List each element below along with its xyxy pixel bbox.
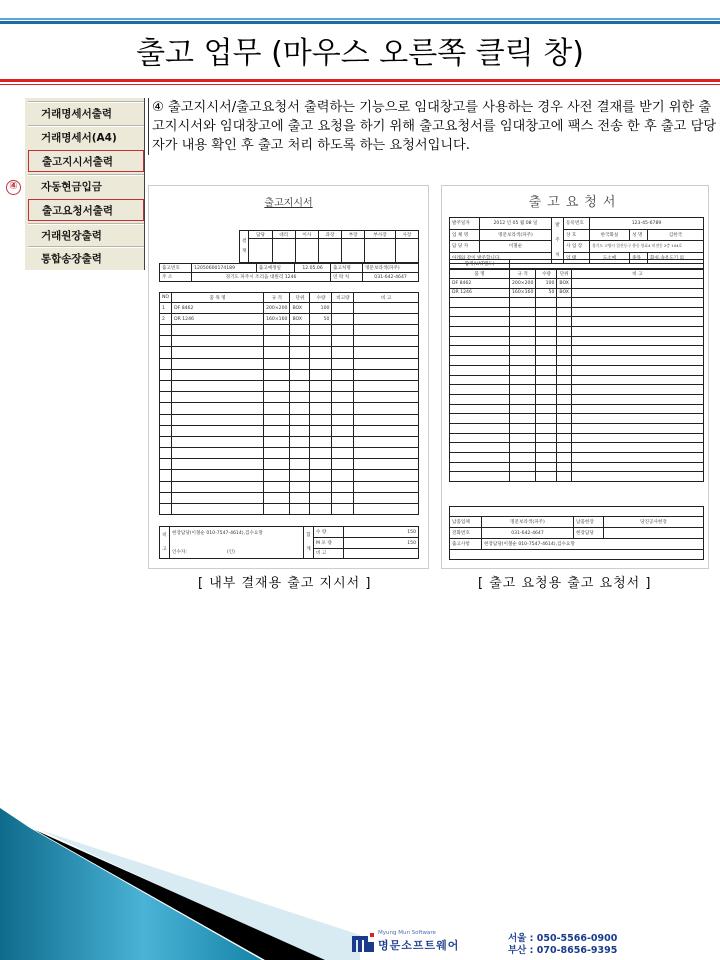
empty-row	[160, 380, 419, 391]
bottom-rule	[0, 79, 720, 82]
total-value: 150	[344, 527, 419, 538]
cell: 2	[160, 314, 172, 325]
table-row	[160, 314, 419, 325]
footer-label: 출고사항	[450, 539, 482, 550]
approval-role: 사장	[395, 231, 418, 239]
request-total-table	[449, 259, 704, 269]
cell	[571, 279, 703, 289]
approval-role: 과장	[318, 231, 341, 239]
info-value: 12050600174189	[192, 264, 257, 273]
request-footer-table	[449, 506, 704, 560]
total-label: 비 고	[314, 548, 344, 558]
shipping-order-footer-table	[159, 526, 419, 559]
cell: 100	[310, 303, 332, 314]
cell: 50	[536, 288, 557, 298]
col-header: 규 격	[264, 293, 290, 303]
empty-row	[160, 369, 419, 380]
approval-table	[239, 230, 419, 263]
empty-row	[450, 307, 704, 317]
logo-korean: 명문소프트웨어	[378, 939, 460, 952]
header-value: 김한국	[648, 229, 704, 241]
empty-row	[450, 404, 704, 414]
header-label: 상 호	[564, 229, 590, 241]
shipping-request-document	[441, 185, 709, 569]
approval-role: 부사장	[365, 231, 396, 239]
empty-row	[450, 472, 704, 482]
empty-row	[160, 470, 419, 481]
empty-row	[160, 448, 419, 459]
table-row	[160, 303, 419, 314]
context-menu	[25, 98, 145, 270]
empty-row	[450, 433, 704, 443]
header-value: 한국화실	[590, 229, 630, 241]
cell: BOX	[290, 303, 310, 314]
empty-row	[160, 414, 419, 425]
empty-row	[160, 347, 419, 358]
col-header: NO	[160, 293, 172, 303]
info-value: 12.05.06	[295, 264, 331, 273]
info-label: 출고예정일	[256, 264, 294, 273]
cell: DR 1246	[172, 314, 264, 325]
col-header: 비 고	[354, 293, 419, 303]
empty-row	[450, 385, 704, 395]
cell: 160×160	[264, 314, 290, 325]
header-label: 사 업 장	[564, 241, 590, 253]
description-text: ④ 출고지시서/출고요청서 출력하는 기능으로 임대창고를 사용하는 경우 사전 결재를 받기 위한 출고지시서와 임대창고에 출고 요청을 하기 위해 출고요청서를 임대창고에 팩스 전송 한 후 출고 담당자가 내용 확인 후 출고 처리 하도록 하는 요청서입니다.	[148, 98, 718, 155]
menu-item-auto-cash-deposit[interactable]: 자동현금입금	[28, 175, 144, 197]
empty-row	[160, 504, 419, 515]
top-rule-light	[0, 18, 720, 20]
col-header: 품 목 명	[172, 293, 264, 303]
cell	[354, 314, 419, 325]
empty-row	[450, 375, 704, 385]
request-header-table	[449, 217, 704, 264]
shipping-info-table	[159, 263, 419, 282]
menu-item-ledger-print[interactable]: 거래원장출력	[28, 224, 144, 246]
footer-label: 현장담당	[574, 528, 604, 539]
header-value: 화실,속옷도기 외	[648, 252, 704, 264]
header-label: 등록번호	[564, 218, 590, 230]
remark-line: 현장담당(이철순 010-7547-4614),검수요망	[172, 531, 263, 536]
empty-row	[160, 492, 419, 503]
approval-role: 부장	[342, 231, 365, 239]
col-header: 단위	[557, 270, 572, 279]
receiver-label: 인수자:	[172, 550, 187, 555]
empty-row	[160, 336, 419, 347]
header-label: 종목	[630, 252, 648, 264]
col-header: 수량	[536, 270, 557, 279]
empty-row	[450, 453, 704, 463]
footer-value: 현장담당(이철순 010-7547-4614),검수요망	[482, 539, 704, 550]
empty-row	[450, 327, 704, 337]
empty-row	[450, 298, 704, 308]
empty-row	[160, 481, 419, 492]
footer-label: 납품업체	[450, 517, 482, 528]
info-value: 031-642-4647	[363, 273, 419, 282]
cell: DF 8462	[450, 279, 510, 289]
approval-side-label: 결 재	[240, 231, 249, 263]
bottom-rule-thin	[0, 84, 720, 85]
empty-row	[450, 462, 704, 472]
approval-role: 담당	[249, 231, 272, 239]
right-caption: [ 출고 요청용 출고 요청서 ]	[478, 576, 652, 591]
menu-item-statement-print[interactable]: 거래명세서출력	[28, 102, 144, 124]
shipping-order-items-table	[159, 292, 419, 515]
table-row	[450, 288, 704, 298]
footer-value: 당진공사현장	[604, 517, 704, 528]
empty-row	[450, 317, 704, 327]
shipping-order-title: 출고지시서	[264, 198, 313, 209]
sign-mark: (인)	[226, 550, 235, 555]
header-label: 업 태	[564, 252, 590, 264]
decorative-swoosh	[0, 800, 360, 960]
step-marker: ④	[6, 180, 21, 195]
empty-row	[450, 346, 704, 356]
info-label: 출고번호	[160, 264, 192, 273]
cell	[354, 303, 419, 314]
header-label: 담 당 자	[450, 241, 480, 253]
cell: 200×200	[510, 279, 536, 289]
empty-row	[450, 423, 704, 433]
info-value: 경기도 파주시 조리읍 대원리 1246	[192, 273, 331, 282]
cell: BOX	[557, 279, 572, 289]
logo-english: Myung Mun Software	[378, 930, 436, 936]
total-label: M 포 량	[314, 538, 344, 548]
remark-side-label: 비 고	[160, 527, 170, 559]
empty-row	[160, 325, 419, 336]
header-value: 2012 년 05 월 08 일	[480, 218, 552, 230]
empty-row	[450, 394, 704, 404]
remark-content	[170, 527, 304, 559]
cell: BOX	[290, 314, 310, 325]
header-value: 123-45-6789	[590, 218, 704, 230]
col-header: 수량	[310, 293, 332, 303]
empty-row	[160, 459, 419, 470]
footer-label: 납품현장	[574, 517, 604, 528]
cell: 50	[310, 314, 332, 325]
phone-seoul: 서울 : 050-5566-0900	[508, 933, 618, 944]
cell: 200×200	[264, 303, 290, 314]
header-value: 명문보라색(파주)	[480, 229, 552, 241]
menu-item-shipping-request-print[interactable]: 출고요청서출력	[28, 199, 144, 221]
slide-title: 출고 업무 (마우스 오른쪽 클릭 창)	[136, 36, 584, 71]
left-caption: [ 내부 결재용 출고 지시서 ]	[198, 576, 372, 591]
orderer-side-label: 발 주 처	[552, 218, 564, 264]
info-label: 연 락 처	[331, 273, 363, 282]
cell: 160×160	[510, 288, 536, 298]
empty-row	[450, 356, 704, 366]
empty-row	[450, 443, 704, 453]
ms-logo-icon	[352, 930, 374, 952]
table-row	[450, 279, 704, 289]
footer-value: 031-642-4647	[482, 528, 574, 539]
total-side-label: 합 계	[304, 527, 314, 559]
approval-role: 이사	[295, 231, 318, 239]
contact-phones	[508, 933, 617, 957]
cell	[332, 314, 354, 325]
cell: BOX	[557, 288, 572, 298]
cell: DR 1246	[450, 288, 510, 298]
empty-row	[450, 414, 704, 424]
footer-value: 명문보라색(파주)	[482, 517, 574, 528]
col-header: 비 고	[571, 270, 703, 279]
empty-row	[160, 392, 419, 403]
menu-item-integrated-invoice-print[interactable]: 통합송장출력	[28, 247, 144, 269]
total-value: 150	[344, 538, 419, 548]
header-label: 업 체 명	[450, 229, 480, 241]
cell: 100	[536, 279, 557, 289]
empty-row	[160, 436, 419, 447]
total-value	[344, 548, 419, 558]
header-value: 도소매	[590, 252, 630, 264]
menu-item-statement-a4[interactable]: 거래명세서(A4)	[28, 126, 144, 148]
cell	[571, 288, 703, 298]
info-value: 명문보라색(파주)	[363, 264, 419, 273]
info-label: 주 소	[160, 273, 192, 282]
top-rule	[0, 21, 720, 24]
approval-role: 대리	[272, 231, 295, 239]
menu-item-shipping-order-print[interactable]: 출고지시서출력	[28, 150, 144, 172]
empty-row	[160, 425, 419, 436]
col-header: 규 격	[510, 270, 536, 279]
empty-row	[160, 403, 419, 414]
request-text: 아래와 같이 발주합니다.	[450, 252, 552, 264]
cell: DF 8462	[172, 303, 264, 314]
shipping-order-document	[148, 185, 429, 569]
header-value: 경기도 고양시 일산동구 풍동 한효4 비전동 2층 104호	[590, 241, 704, 253]
footer-label: 전화번호	[450, 528, 482, 539]
header-label: 성 명	[630, 229, 648, 241]
empty-row	[450, 365, 704, 375]
header-value: 이철순	[480, 241, 552, 253]
empty-row	[450, 336, 704, 346]
cell	[332, 303, 354, 314]
header-label: 발주일자	[450, 218, 480, 230]
info-label: 출고처명	[331, 264, 363, 273]
shipping-request-title: 출고요청서	[528, 195, 622, 210]
cell: 1	[160, 303, 172, 314]
col-header: 단위	[290, 293, 310, 303]
empty-row	[160, 358, 419, 369]
total-label: 합계(VAT별도)	[450, 260, 510, 269]
phone-busan: 부산 : 070-8656-9395	[508, 945, 618, 956]
footer-value	[604, 528, 704, 539]
col-header: 비고량	[332, 293, 354, 303]
col-header: 품 명	[450, 270, 510, 279]
request-items-table	[449, 269, 704, 482]
total-label: 수 량	[314, 527, 344, 538]
